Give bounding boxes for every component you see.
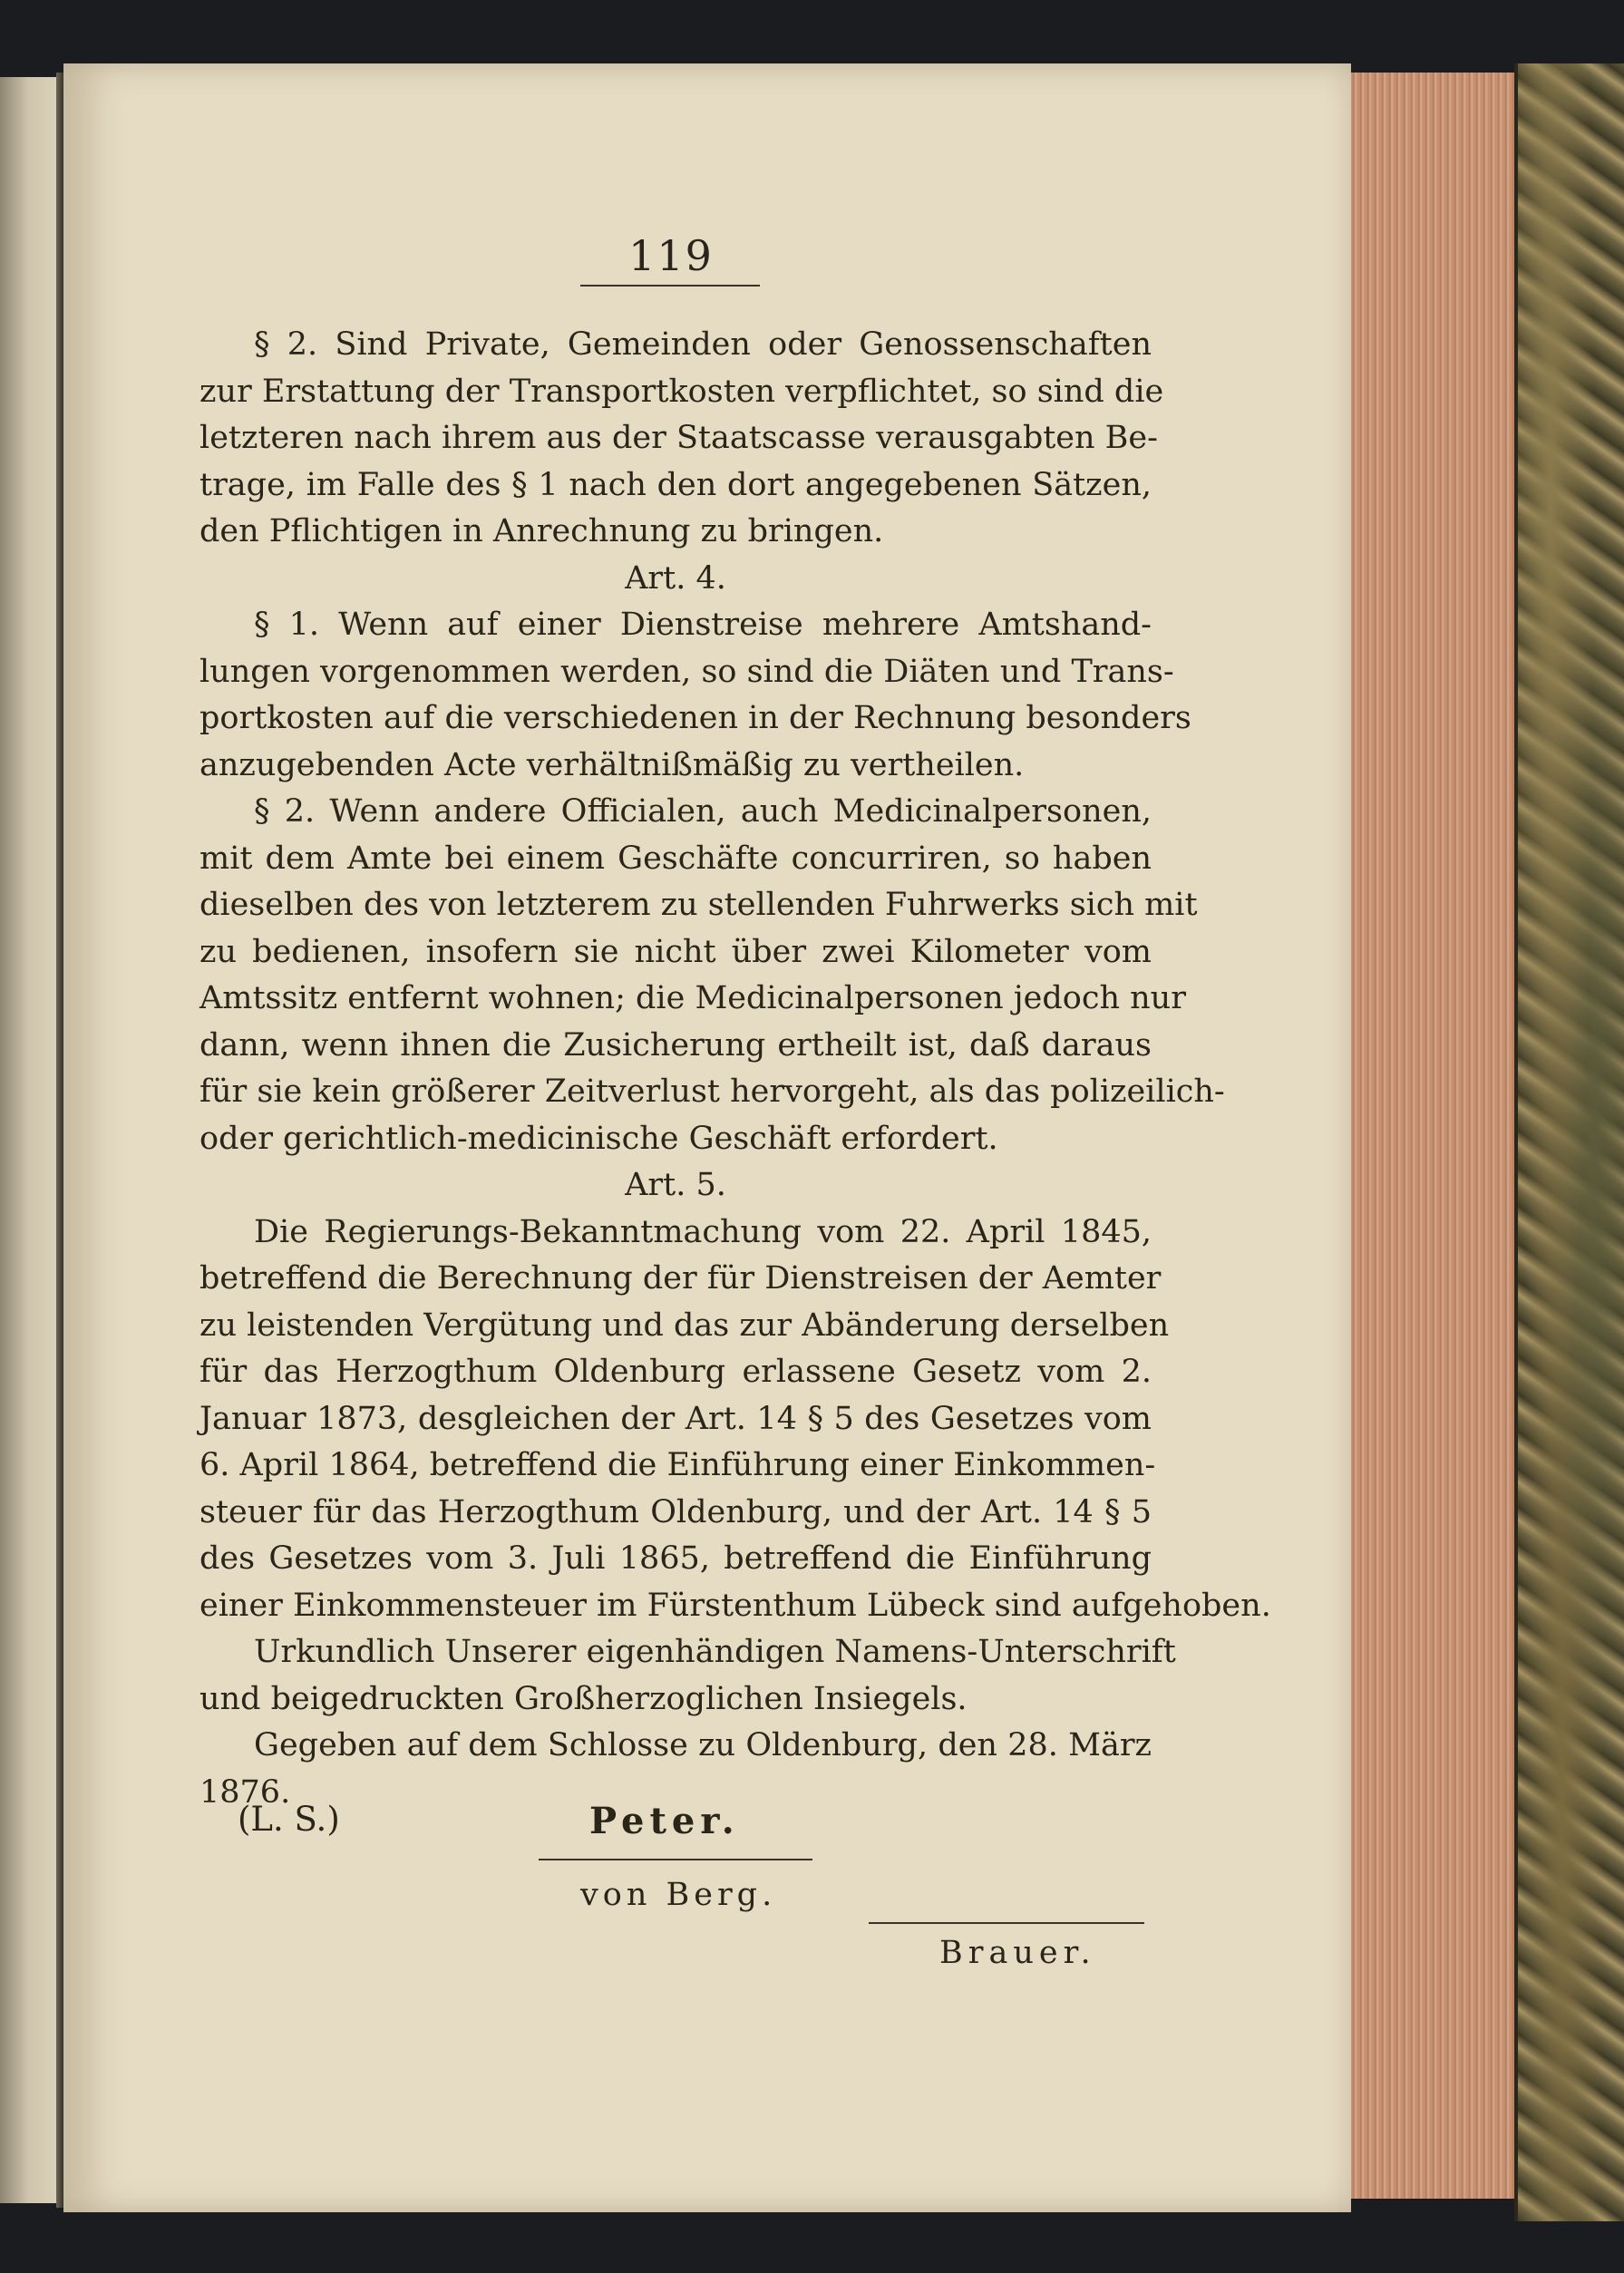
signature-rule [539,1859,812,1860]
text-line: Januar 1873, desgleichen der Art. 14 § 5 des Gesetzes vom [199,1400,1152,1437]
text-line: letzteren nach ihrem aus der Staatscasse verausgabten Be- [199,420,1158,456]
facing-page-edge [0,77,63,2203]
text-line: Urkundlich Unserer eigenhändigen Namens-Unterschrift [254,1634,1176,1670]
body-text [199,322,1271,1816]
text-line: und beigedruckten Großherzoglichen Insiegels. [199,1680,968,1717]
page-number-rule [580,285,760,287]
signature-minister-brauer: Brauer. [939,1935,1096,1971]
text-line: lungen vorgenommen werden, so sind die Diäten und Trans- [199,653,1174,690]
text-line: für sie kein größerer Zeitverlust hervorgeht, als das polizeilich- [199,1073,1225,1110]
text-line: des Gesetzes vom 3. Juli 1865, betreffend die Einführung [199,1540,1152,1577]
text-line: 6. April 1864, betreffend die Einführung einer Einkommen- [199,1447,1156,1483]
signature-minister-berg: von Berg. [580,1877,777,1913]
text-line: 1876. [199,1773,291,1811]
text-line: § 2. Wenn andere Officialen, auch Medicinalpersonen, [254,793,1152,830]
text-line: § 1. Wenn auf einer Dienstreise mehrere Amtshand- [254,607,1152,643]
marbled-cover [1514,63,1624,2221]
text-line: Gegeben auf dem Schlosse zu Oldenburg, den 28. März [254,1727,1152,1763]
text-line: mit dem Amte bei einem Geschäfte concurriren, so haben [199,840,1152,877]
text-line: trage, im Falle des § 1 nach den dort angegebenen Sätzen, [199,466,1152,503]
signature-sovereign: Peter. [589,1800,740,1842]
signature-rule [869,1922,1144,1924]
text-line: zur Erstattung der Transportkosten verpflichtet, so sind die [199,373,1164,410]
text-line: für das Herzogthum Oldenburg erlassene Gesetz vom 2. [199,1354,1152,1390]
text-line: dann, wenn ihnen die Zusicherung ertheilt ist, daß daraus [199,1026,1152,1064]
text-line: einer Einkommensteuer im Fürstenthum Lübeck sind aufgehoben. [199,1587,1271,1624]
article-heading: Art. 5. [625,1167,726,1203]
text-line: steuer für das Herzogthum Oldenburg, und der Art. 14 § 5 [199,1493,1152,1530]
text-line: dieselben des von letzterem zu stellenden Fuhrwerks sich mit [199,887,1198,923]
article-heading: Art. 4. [625,559,726,597]
text-line: betreffend die Berechnung der für Dienstreisen der Aemter [199,1260,1162,1297]
text-line: Amtssitz entfernt wohnen; die Medicinalpersonen jedoch nur [199,980,1186,1016]
page-number: 119 [628,231,714,280]
text-line: Die Regierungs-Bekanntmachung vom 22. April 1845, [254,1213,1152,1250]
text-line: zu bedienen, insofern sie nicht über zwei Kilometer vom [199,933,1152,970]
text-line: anzugebenden Acte verhältnißmäßig zu vertheilen. [199,746,1025,783]
text-line: oder gerichtlich-medicinische Geschäft erfordert. [199,1120,998,1157]
page-block-edges [1351,73,1528,2199]
seal-mark: (L. S.) [238,1800,340,1839]
text-line: den Pflichtigen in Anrechnung zu bringen. [199,513,884,549]
text-line: § 2. Sind Private, Gemeinden oder Genossenschaften [254,326,1152,363]
text-line: portkosten auf die verschiedenen in der Rechnung besonders [199,700,1191,736]
text-line: zu leistenden Vergütung und das zur Abänderung derselben [199,1306,1170,1344]
